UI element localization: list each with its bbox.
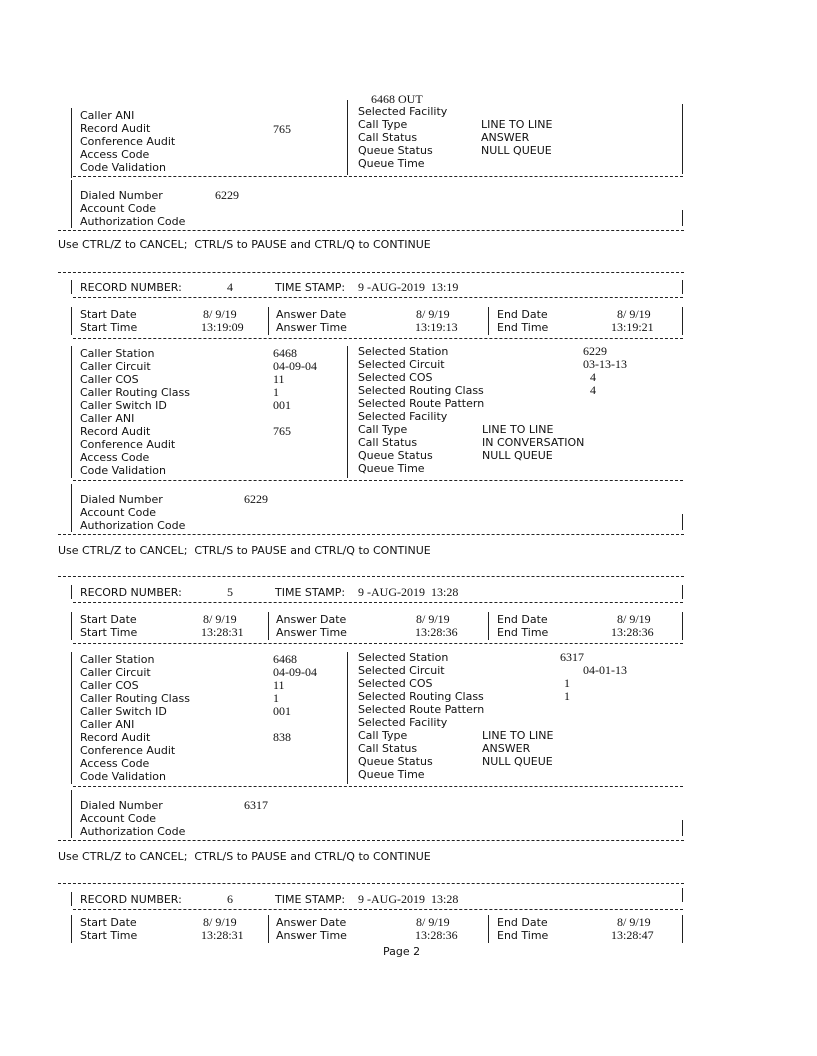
label-start-time: Start Time [80,929,138,942]
label-conference-audit: Conference Audit [80,438,176,451]
time-stamp-value: 9 -AUG-2019 13:28 [358,585,459,599]
answer-time-value: 13:19:13 [415,320,458,334]
label-authorization-code: Authorization Code [80,519,186,532]
label-access-code: Access Code [80,148,150,161]
time-stamp-value: 9 -AUG-2019 13:19 [358,280,459,294]
label-queue-status: Queue Status [358,755,433,768]
divider-line [58,272,684,273]
divider-line [73,297,683,298]
label-record-audit: Record Audit [80,731,151,744]
prompt-text: Use CTRL/Z to CANCEL; CTRL/S to PAUSE and CTRL/Q to CONTINUE [58,850,431,863]
start-time-value: 13:28:31 [201,928,244,942]
label-caller-routing-class: Caller Routing Class [80,692,190,705]
label-selected-facility: Selected Facility [358,410,448,423]
label-conference-audit: Conference Audit [80,135,176,148]
label-caller-station: Caller Station [80,347,155,360]
label-start-date: Start Date [80,916,137,929]
queue-status-value: NULL QUEUE [482,755,553,768]
label-caller-routing-class: Caller Routing Class [80,386,190,399]
border-left [71,280,72,294]
border-right [682,585,683,599]
caller-station-value: 6468 [273,346,297,360]
answer-date-value: 8/ 9/19 [416,915,450,929]
label-selected-station: Selected Station [358,345,449,358]
label-end-date: End Date [497,308,548,321]
label-account-code: Account Code [80,202,157,215]
caller-switch-id-value: 001 [273,398,291,412]
label-queue-time: Queue Time [358,768,425,781]
border-left [71,484,72,532]
divider-line [73,480,683,481]
label-time-stamp: TIME STAMP: [275,281,346,294]
label-code-validation: Code Validation [80,770,166,783]
label-call-type: Call Type [358,118,408,131]
end-time-value: 13:28:36 [611,625,654,639]
label-call-type: Call Type [358,729,408,742]
border-left [71,915,72,943]
record-number-value: 5 [227,585,233,599]
call-status-value: IN CONVERSATION [482,436,585,449]
divider-line [73,643,683,644]
queue-status-value: NULL QUEUE [482,449,553,462]
selected-circuit-value: 03-13-13 [583,357,627,371]
label-selected-circuit: Selected Circuit [358,358,445,371]
border-left [71,346,72,478]
label-end-date: End Date [497,916,548,929]
column-divider [268,307,269,335]
caller-circuit-value: 04-09-04 [273,665,317,679]
partial-dialed-number-value: 6229 [215,188,239,202]
label-caller-switch-id: Caller Switch ID [80,399,167,412]
label-answer-date: Answer Date [276,916,347,929]
end-date-value: 8/ 9/19 [617,612,651,626]
label-caller-ani: Caller ANI [80,109,135,122]
label-end-time: End Time [497,626,549,639]
start-date-value: 8/ 9/19 [203,915,237,929]
label-start-date: Start Date [80,613,137,626]
label-start-date: Start Date [80,308,137,321]
column-divider [347,346,348,478]
end-date-value: 8/ 9/19 [617,307,651,321]
answer-date-value: 8/ 9/19 [416,612,450,626]
label-answer-date: Answer Date [276,308,347,321]
border-left [71,892,72,906]
end-time-value: 13:19:21 [611,320,654,334]
label-caller-station: Caller Station [80,653,155,666]
record-number-value: 6 [227,892,233,906]
page-number: Page 2 [383,945,421,958]
label-account-code: Account Code [80,812,157,825]
border-left [71,652,72,784]
call-type-value: LINE TO LINE [482,423,554,436]
label-selected-station: Selected Station [358,651,449,664]
caller-switch-id-value: 001 [273,704,291,718]
label-answer-date: Answer Date [276,613,347,626]
border-left [71,585,72,599]
border-right [682,888,683,902]
selected-cos-value: 1 [564,676,570,690]
call-type-value: LINE TO LINE [482,729,554,742]
border-right [682,915,683,943]
caller-routing-class-value: 1 [273,385,279,399]
selected-station-value: 6229 [583,344,607,358]
label-queue-time: Queue Time [358,157,425,170]
partial-call-type-value: LINE TO LINE [481,118,553,131]
answer-time-value: 13:28:36 [415,928,458,942]
selected-station-value: 6317 [560,650,584,664]
label-record-audit: Record Audit [80,425,151,438]
label-caller-ani: Caller ANI [80,412,135,425]
divider-line [58,883,684,884]
label-account-code: Account Code [80,506,157,519]
divider-line [58,576,684,577]
label-call-status: Call Status [358,742,418,755]
record-number-value: 4 [227,280,233,294]
label-dialed-number: Dialed Number [80,493,163,506]
column-divider [268,915,269,943]
caller-cos-value: 11 [273,372,285,386]
column-divider [268,612,269,640]
label-dialed-number: Dialed Number [80,189,163,202]
label-selected-routing-class: Selected Routing Class [358,690,484,703]
answer-date-value: 8/ 9/19 [416,307,450,321]
divider-line [73,176,683,177]
partial-record-audit-value: 765 [273,122,291,136]
divider-line [73,602,683,603]
label-selected-route-pattern: Selected Route Pattern [358,397,485,410]
divider-line [58,230,684,231]
label-queue-status: Queue Status [358,449,433,462]
label-conference-audit: Conference Audit [80,744,176,757]
label-selected-cos: Selected COS [358,371,433,384]
label-code-validation: Code Validation [80,464,166,477]
caller-station-value: 6468 [273,652,297,666]
label-record-number: RECORD NUMBER: [80,281,182,294]
label-access-code: Access Code [80,757,150,770]
border-right [682,104,683,174]
selected-routing-class-value: 4 [590,383,596,397]
label-authorization-code: Authorization Code [80,215,186,228]
label-caller-circuit: Caller Circuit [80,666,151,679]
label-record-audit: Record Audit [80,122,151,135]
start-date-value: 8/ 9/19 [203,612,237,626]
dialed-number-value: 6229 [244,492,268,506]
label-start-time: Start Time [80,626,138,639]
label-start-time: Start Time [80,321,138,334]
border-right [682,280,683,294]
label-caller-circuit: Caller Circuit [80,360,151,373]
partial-call-status-value: ANSWER [481,131,530,144]
label-dialed-number: Dialed Number [80,799,163,812]
border-left [71,612,72,640]
selected-cos-value: 4 [590,370,596,384]
selected-circuit-value: 04-01-13 [583,663,627,677]
caller-cos-value: 11 [273,678,285,692]
record-audit-value: 765 [273,424,291,438]
label-selected-route-pattern: Selected Route Pattern [358,703,485,716]
column-divider [347,100,348,175]
prompt-text: Use CTRL/Z to CANCEL; CTRL/S to PAUSE and CTRL/Q to CONTINUE [58,238,431,251]
label-end-time: End Time [497,929,549,942]
label-caller-cos: Caller COS [80,679,139,692]
divider-line [73,338,683,339]
border-left [71,790,72,838]
label-end-date: End Date [497,613,548,626]
label-answer-time: Answer Time [276,321,347,334]
start-date-value: 8/ 9/19 [203,307,237,321]
label-selected-facility: Selected Facility [358,105,448,118]
label-record-number: RECORD NUMBER: [80,893,182,906]
label-queue-time: Queue Time [358,462,425,475]
label-selected-circuit: Selected Circuit [358,664,445,677]
column-divider [347,652,348,784]
start-time-value: 13:28:31 [201,625,244,639]
record-audit-value: 838 [273,730,291,744]
label-call-type: Call Type [358,423,408,436]
border-right [682,307,683,335]
label-queue-status: Queue Status [358,144,433,157]
caller-routing-class-value: 1 [273,691,279,705]
border-left [71,108,72,178]
caller-circuit-value: 04-09-04 [273,359,317,373]
label-time-stamp: TIME STAMP: [275,893,346,906]
partial-queue-status-value: NULL QUEUE [481,144,552,157]
label-call-status: Call Status [358,131,418,144]
divider-line [73,786,683,787]
end-time-value: 13:28:47 [611,928,654,942]
label-selected-cos: Selected COS [358,677,433,690]
prompt-text: Use CTRL/Z to CANCEL; CTRL/S to PAUSE and CTRL/Q to CONTINUE [58,544,431,557]
border-right [682,820,683,836]
label-caller-ani: Caller ANI [80,718,135,731]
label-caller-switch-id: Caller Switch ID [80,705,167,718]
label-access-code: Access Code [80,451,150,464]
partial-selected-station: 6468 OUT [371,92,423,106]
start-time-value: 13:19:09 [201,320,244,334]
column-divider [488,915,489,943]
label-code-validation: Code Validation [80,161,166,174]
label-authorization-code: Authorization Code [80,825,186,838]
label-end-time: End Time [497,321,549,334]
divider-line [58,840,684,841]
label-selected-facility: Selected Facility [358,716,448,729]
border-left [71,307,72,335]
label-record-number: RECORD NUMBER: [80,586,182,599]
column-divider [488,612,489,640]
border-right [682,612,683,640]
end-date-value: 8/ 9/19 [617,915,651,929]
label-answer-time: Answer Time [276,929,347,942]
column-divider [488,307,489,335]
label-call-status: Call Status [358,436,418,449]
answer-time-value: 13:28:36 [415,625,458,639]
divider-line [58,534,684,535]
time-stamp-value: 9 -AUG-2019 13:28 [358,892,459,906]
selected-routing-class-value: 1 [564,689,570,703]
label-time-stamp: TIME STAMP: [275,586,346,599]
dialed-number-value: 6317 [244,798,268,812]
border-right [682,210,683,226]
label-caller-cos: Caller COS [80,373,139,386]
divider-line [73,909,683,910]
label-selected-routing-class: Selected Routing Class [358,384,484,397]
border-left [71,180,72,228]
border-right [682,514,683,530]
label-answer-time: Answer Time [276,626,347,639]
call-status-value: ANSWER [482,742,531,755]
